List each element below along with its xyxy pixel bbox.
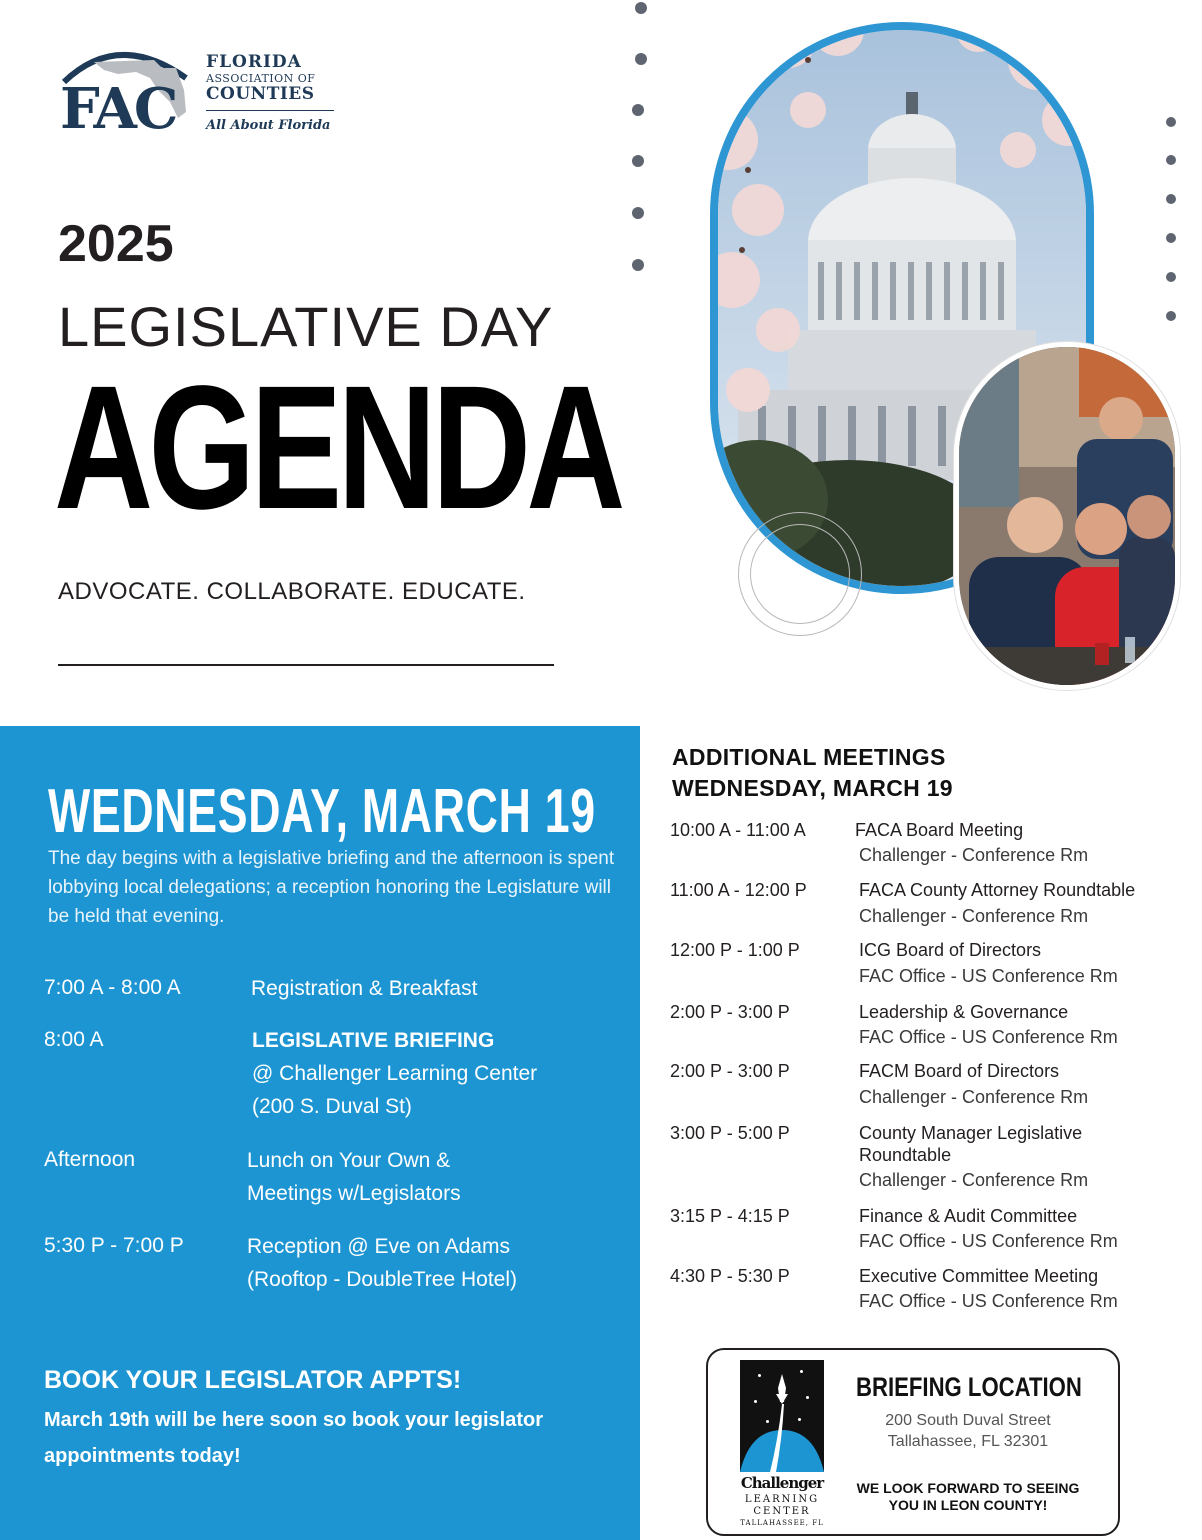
event-subtitle: LEGISLATIVE DAY	[58, 295, 554, 358]
day-heading: WEDNESDAY, MARCH 19	[48, 777, 596, 846]
note-line: YOU IN LEON COUNTY!	[888, 1497, 1048, 1513]
meeting-time: 11:00 A - 12:00 P	[670, 880, 807, 900]
schedule-line: (200 S. Duval St)	[252, 1095, 412, 1118]
address-line: 200 South Duval Street	[885, 1412, 1051, 1429]
additional-meetings-title	[672, 742, 953, 804]
meeting-location: FAC Office - US Conference Rm	[859, 1291, 1118, 1311]
logo-counties: COUNTIES	[206, 84, 315, 104]
briefing-address	[848, 1410, 1088, 1452]
decor-dot	[1166, 272, 1176, 282]
briefing-location-title: BRIEFING LOCATION	[856, 1372, 1082, 1402]
meeting-location: FAC Office - US Conference Rm	[859, 966, 1118, 986]
schedule-line: Reception @ Eve on Adams	[247, 1235, 510, 1258]
decor-dot	[1166, 194, 1176, 204]
header-divider	[58, 664, 554, 666]
decor-dot	[632, 104, 644, 116]
event-tagline: ADVOCATE. COLLABORATE. EDUCATE.	[58, 578, 526, 605]
meeting-location: FAC Office - US Conference Rm	[859, 1231, 1118, 1251]
schedule-item	[247, 1230, 517, 1296]
challenger-rocket-icon	[740, 1360, 824, 1472]
meeting-time: 10:00 A - 11:00 A	[670, 820, 806, 840]
challenger-wordmark: Challenger	[740, 1474, 824, 1492]
schedule-title: LEGISLATIVE BRIEFING	[252, 1029, 495, 1052]
decor-dot	[635, 53, 647, 65]
meeting-time: 2:00 P - 3:00 P	[670, 1002, 790, 1022]
meeting-name: FACA Board Meeting	[855, 820, 1024, 840]
decor-dot	[632, 259, 644, 271]
schedule-line: @ Challenger Learning Center	[252, 1062, 538, 1085]
challenger-center: CENTER	[753, 1506, 811, 1517]
address-line: Tallahassee, FL 32301	[887, 1433, 1049, 1450]
decor-dot	[1166, 311, 1176, 321]
meeting-name: FACA County Attorney Roundtable	[859, 880, 1136, 900]
meeting-time: 3:00 P - 5:00 P	[670, 1123, 790, 1143]
logo-mark: FAC	[60, 76, 176, 142]
schedule-line: Registration & Breakfast	[251, 977, 478, 1000]
additional-title-line: ADDITIONAL MEETINGS	[672, 744, 946, 770]
decor-dot	[1166, 155, 1176, 165]
challenger-city: TALLAHASSEE, FL	[740, 1519, 824, 1527]
meeting-name: Finance & Audit Committee	[859, 1206, 1078, 1226]
meeting-location: Challenger - Conference Rm	[859, 845, 1089, 865]
logo-association: ASSOCIATION OF	[206, 72, 316, 85]
decor-dot	[632, 207, 644, 219]
page-title: AGENDA	[54, 350, 621, 546]
meeting-location: Challenger - Conference Rm	[859, 1170, 1089, 1190]
meeting-time: 4:30 P - 5:30 P	[670, 1266, 790, 1286]
additional-title-line: WEDNESDAY, MARCH 19	[672, 775, 953, 801]
logo-florida: FLORIDA	[206, 52, 302, 72]
meeting-name: Executive Committee Meeting	[859, 1266, 1099, 1286]
decor-dot	[635, 2, 647, 14]
meeting-people-image	[959, 347, 1175, 685]
meeting-location: Challenger - Conference Rm	[859, 906, 1089, 926]
challenger-learning: LEARNING	[744, 1494, 820, 1505]
day-description: The day begins with a legislative briefing and the afternoon is spent lobbying local delegations; a reception honoring the Legislature will be held that evening.	[48, 848, 615, 927]
schedule-line: Meetings w/Legislators	[247, 1182, 461, 1205]
meeting-name: Leadership & Governance	[859, 1002, 1069, 1022]
decor-dot	[632, 155, 644, 167]
decor-ring	[750, 524, 850, 624]
meeting-location: FAC Office - US Conference Rm	[859, 1027, 1118, 1047]
schedule-time: 7:00 A - 8:00 A	[44, 976, 181, 999]
schedule-item	[247, 1144, 461, 1210]
meeting-name-line: Roundtable	[859, 1145, 952, 1165]
meeting-name-line: County Manager Legislative	[859, 1123, 1083, 1143]
schedule-item	[251, 972, 477, 1005]
logo-tagline: All About Florida	[206, 118, 331, 133]
main-day-panel	[0, 726, 640, 1540]
logo-divider	[206, 110, 334, 111]
meeting-time: 2:00 P - 3:00 P	[670, 1061, 790, 1081]
schedule-time: 5:30 P - 7:00 P	[44, 1234, 184, 1257]
meeting-photo	[954, 342, 1180, 690]
meeting-time: 12:00 P - 1:00 P	[670, 940, 800, 960]
meeting-time: 3:15 P - 4:15 P	[670, 1206, 790, 1226]
meeting-location: Challenger - Conference Rm	[859, 1087, 1089, 1107]
book-appts-title: BOOK YOUR LEGISLATOR APPTS!	[44, 1366, 462, 1394]
schedule-time: Afternoon	[44, 1148, 136, 1171]
briefing-note	[848, 1480, 1088, 1514]
briefing-location-card	[706, 1348, 1120, 1536]
note-line: WE LOOK FORWARD TO SEEING	[856, 1480, 1080, 1496]
decor-dot	[1166, 117, 1176, 127]
schedule-line: Lunch on Your Own &	[247, 1149, 451, 1172]
challenger-logo	[740, 1360, 824, 1530]
fac-logo	[58, 38, 348, 142]
book-appts-text: March 19th will be here soon so book your legislator appointments today!	[44, 1409, 543, 1467]
meeting-name: ICG Board of Directors	[859, 940, 1042, 960]
schedule-item	[252, 1024, 537, 1123]
schedule-line: (Rooftop - DoubleTree Hotel)	[247, 1268, 518, 1291]
meeting-name: FACM Board of Directors	[859, 1061, 1060, 1081]
meeting-name	[859, 1122, 1082, 1166]
event-year: 2025	[58, 215, 174, 273]
decor-dot	[1166, 233, 1176, 243]
schedule-time: 8:00 A	[44, 1028, 104, 1051]
